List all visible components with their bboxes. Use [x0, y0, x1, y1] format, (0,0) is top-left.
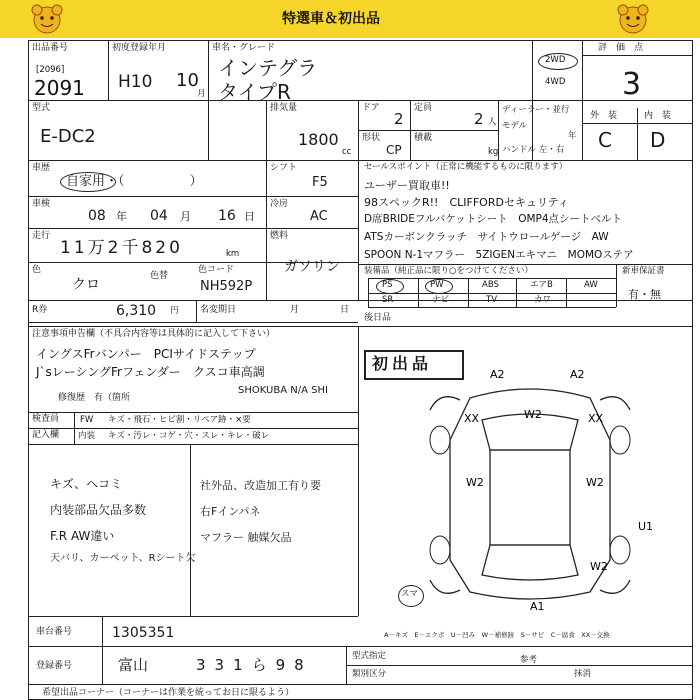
- first-reg-era: H10: [118, 72, 153, 92]
- lot-sub: [2096]: [36, 65, 65, 75]
- note-line: イングスFrバンパー PCIサイドステップ: [36, 347, 256, 361]
- hand-note: 社外品、改造加工有り要: [200, 479, 321, 492]
- equip-tv: TV: [486, 295, 498, 305]
- mileage-value: 11万2千820: [60, 238, 183, 258]
- load-label: 積載: [414, 133, 433, 143]
- seats-label: 定員: [414, 103, 433, 113]
- car-grade: タイプR: [218, 80, 291, 104]
- frame-label: 車台番号: [36, 627, 73, 637]
- class-label: 類別区分: [352, 669, 387, 679]
- insp-year: 08: [88, 208, 106, 224]
- mascot-right-icon: [616, 4, 650, 38]
- colorcode-label: 色コード: [198, 265, 235, 275]
- equip-pw: PW: [430, 280, 444, 290]
- damage-mark: W2: [466, 476, 484, 489]
- equip-airbag: エアB: [530, 280, 553, 290]
- reg-number: 331ら98: [196, 656, 313, 674]
- first-reg-month: 10: [176, 70, 199, 91]
- ext-label: 外 装: [590, 111, 618, 121]
- damage-mark: A2: [490, 368, 505, 381]
- usage-value: 自家用・（ ）: [66, 174, 203, 189]
- rear-left-tire: [430, 536, 450, 564]
- ac-label: 冷房: [270, 199, 289, 209]
- model-year-label: モデル: [502, 121, 528, 131]
- hand-note: マフラー 触媒欠品: [200, 531, 292, 544]
- usage-label: 車歴: [32, 163, 51, 173]
- handle-label: ハンドル 左・右: [502, 145, 565, 155]
- recycle-value: 6,310: [116, 303, 157, 319]
- mascot-left-icon: [30, 4, 64, 38]
- equip-abs: ABS: [482, 280, 499, 290]
- insp-day: 16: [218, 208, 236, 224]
- fuel-label: 燃料: [270, 231, 289, 241]
- disp-value: 1800: [298, 130, 339, 149]
- banner-title: 特選車＆初出品: [282, 11, 380, 27]
- insp-day-unit: 日: [244, 210, 255, 223]
- damage-mark: A1: [530, 600, 545, 613]
- doors-value: 2: [394, 110, 404, 128]
- sales-line: 98スペックR!! CLIFFORDセキュリティ: [364, 196, 569, 209]
- damage-mark: A2: [570, 368, 585, 381]
- hand-note: F.R AW違い: [50, 529, 115, 543]
- desire-corner: 希望出品コーナー（コーナーは作業を統ってお日に限るよう）: [42, 688, 295, 698]
- equip-leather: カワ: [534, 295, 552, 305]
- notes-title: 注意事項申告欄（不具合内容等は具体的に記入して下さい）: [32, 329, 276, 339]
- car-name-label: 車名・グレード: [212, 43, 276, 53]
- sales-line: ATSカーボンクラッチ サイトウロールゲージ AW: [364, 231, 609, 243]
- seats-unit: 人: [488, 117, 497, 127]
- month-unit: 月: [197, 89, 206, 99]
- sales-line: D席BRIDEフルバケットシート OMP4点シートベルト: [364, 213, 623, 225]
- reg-label: 登録番号: [36, 661, 73, 671]
- drive-4wd: 4WD: [545, 77, 566, 87]
- meigi-month: 月: [290, 305, 300, 315]
- damage-mark: W2: [524, 408, 542, 421]
- int-label: 内 装: [644, 111, 672, 121]
- kill-label: 抹消: [574, 669, 592, 679]
- frame-number: 1305351: [112, 625, 175, 641]
- mileage-unit: km: [226, 249, 240, 259]
- load-unit: kg: [488, 147, 499, 157]
- color-value: クロ: [72, 277, 100, 293]
- newcar-label: 新車保証書: [622, 266, 665, 276]
- front-right-tire: [610, 426, 630, 454]
- year-unit: 年: [568, 131, 577, 141]
- recycle-unit: 円: [170, 306, 179, 316]
- color-label: 色: [32, 265, 42, 275]
- car-name: インテグラ: [218, 56, 318, 80]
- int-items: キズ・汚レ・コゲ・穴・スレ・キレ・破レ: [108, 431, 270, 441]
- hand-note: 内装部品欠品多数: [50, 503, 147, 517]
- score-label: 評 価 点: [598, 43, 644, 53]
- score-value: 3: [622, 67, 642, 102]
- first-reg-label: 初度登録年月: [112, 43, 167, 53]
- fw-label: FW: [80, 415, 94, 425]
- int-grade: D: [650, 128, 666, 152]
- inspector-label2: 記入欄: [32, 430, 60, 440]
- damage-mark: U1: [638, 520, 654, 533]
- note-line: J`sレーシングFrフェンダー クスコ車高調: [36, 365, 265, 379]
- drive-2wd: 2WD: [545, 55, 566, 65]
- fw-items: キズ・飛石・ヒビ割・リペア跡・×要: [108, 415, 251, 425]
- shift-label: シフト: [270, 163, 298, 173]
- rear-right-tire: [610, 536, 630, 564]
- ext-grade: C: [598, 128, 612, 152]
- damage-mark: XX: [464, 412, 480, 425]
- note-line: SHOKUBA N/A SHI: [238, 385, 328, 396]
- mileage-label: 走行: [32, 231, 51, 241]
- model-label: 型式: [32, 103, 51, 113]
- shape-label: 形状: [362, 133, 381, 143]
- inspector-label: 検査員: [32, 414, 60, 424]
- sumo-label: スマ: [401, 589, 418, 599]
- newcar-value: 有・無: [628, 288, 661, 301]
- model-value: E-DC2: [40, 126, 96, 147]
- car-damage-diagram: [410, 368, 654, 613]
- equip-aw: AW: [584, 280, 598, 290]
- disp-unit: cc: [342, 147, 352, 157]
- shape-value: CP: [386, 143, 402, 157]
- hand-note: 右Fインパネ: [200, 505, 261, 518]
- shift-value: F5: [312, 175, 328, 190]
- hand-note: 天バリ、カーペット、Rシート欠: [50, 553, 196, 564]
- seats-value: 2: [474, 110, 484, 128]
- int-items-label: 内装: [78, 431, 96, 441]
- recycle-label: R券: [32, 305, 48, 315]
- repair-history: 修復歴 有（箇所: [58, 393, 131, 403]
- equip-sr: SR: [382, 295, 394, 305]
- sales-title: セールスポイント（正常に機能するものに限ります）: [364, 162, 568, 172]
- damage-mark: W2: [590, 560, 608, 573]
- hand-note: キズ、ヘコミ: [50, 477, 123, 491]
- meigi-day: 日: [340, 305, 350, 315]
- doors-label: ドア: [362, 103, 380, 113]
- equip-navi: ナビ: [432, 295, 450, 305]
- sales-line: ユーザー買取車!!: [364, 179, 450, 192]
- disp-label: 排気量: [270, 103, 298, 113]
- lot-label: 出品番号: [32, 43, 69, 53]
- sales-line: SPOON N-1マフラー 5ZIGENエキマニ MOMOステア: [364, 249, 634, 261]
- lot-number: 2091: [34, 76, 85, 100]
- reg-city: 富山: [118, 656, 149, 674]
- ac-value: AC: [310, 209, 328, 224]
- ref-label: 参考: [520, 655, 538, 665]
- inspect-label: 車検: [32, 199, 51, 209]
- insp-month-unit: 月: [180, 210, 191, 223]
- meigi-label: 名変期日: [200, 305, 237, 315]
- equipment-title: 装備品（純正品に限り○をつけてください）: [364, 266, 533, 276]
- fuel-value: ガソリン: [284, 259, 340, 275]
- form-label: 型式指定: [352, 651, 387, 661]
- colorcode-value: NH592P: [200, 279, 253, 294]
- front-left-tire: [430, 426, 450, 454]
- insp-year-unit: 年: [116, 210, 127, 223]
- insp-month: 04: [150, 208, 168, 224]
- first-listing-label: 初出品: [372, 354, 433, 373]
- colorno-label: 色替: [150, 271, 169, 281]
- dealer-label: ディーラー・並行: [502, 105, 570, 115]
- equip-ps: PS: [382, 280, 393, 290]
- damage-mark: XX: [588, 412, 604, 425]
- damage-mark: W2: [586, 476, 604, 489]
- later-label: 後日品: [364, 313, 392, 323]
- diagram-legend: A－キズ E－エクボ U－凹み W－補修跡 S－サビ C－腐食 XX－交換: [384, 631, 610, 639]
